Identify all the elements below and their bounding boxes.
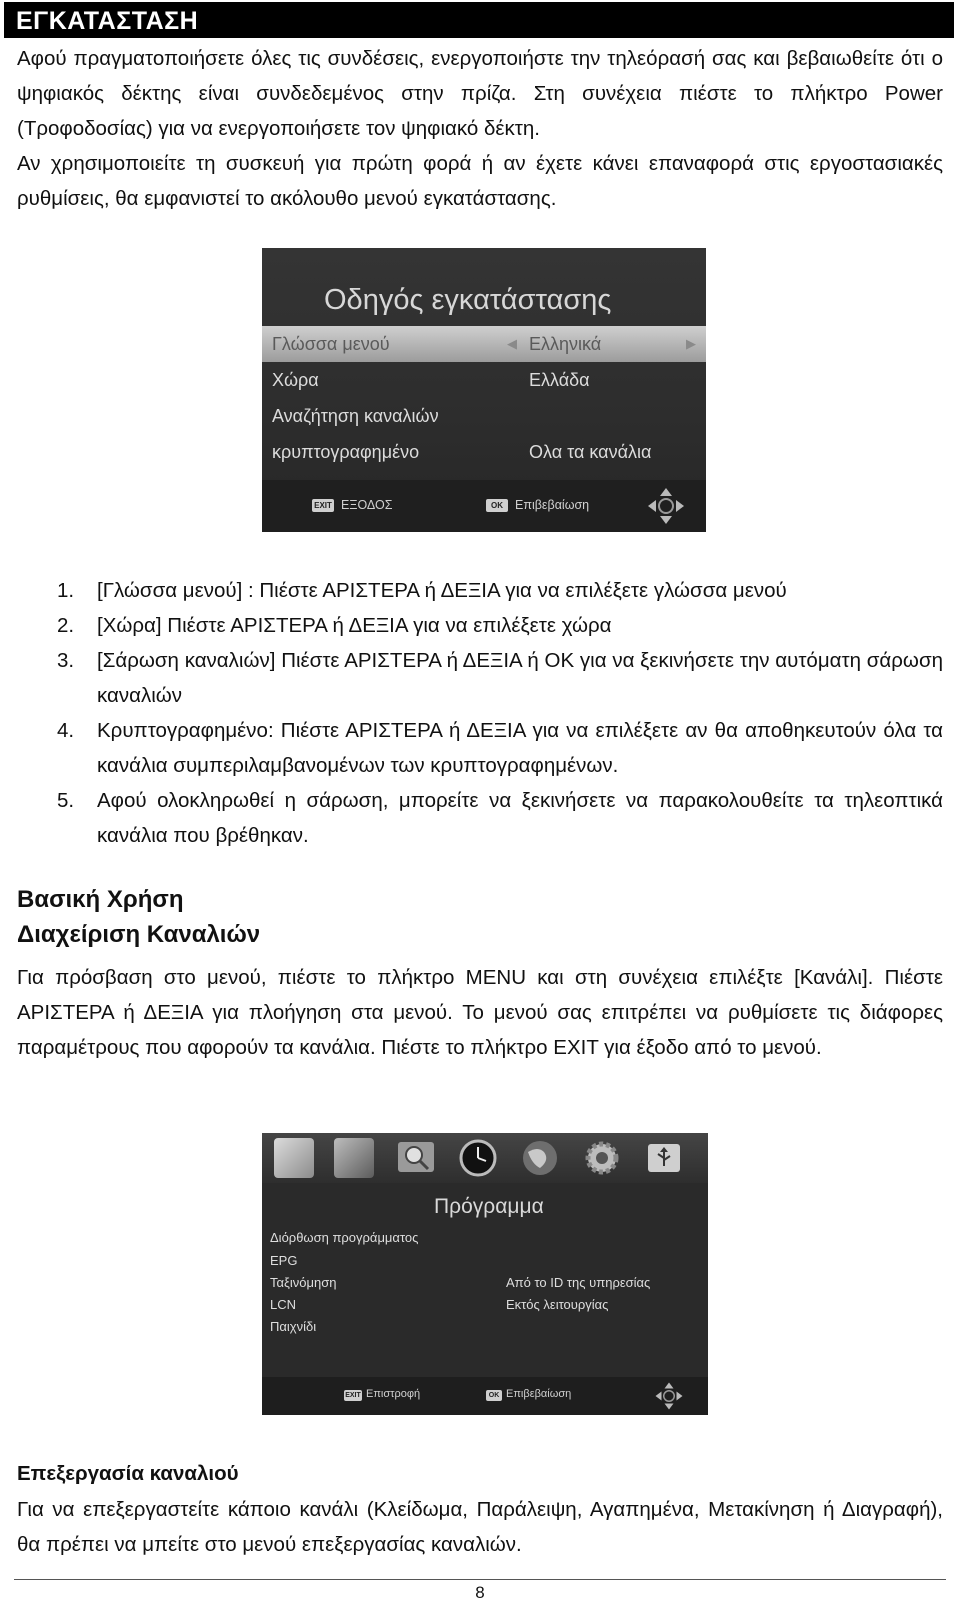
menu-item-sort: Ταξινόμηση [270,1275,337,1290]
page-number: 8 [475,1583,485,1602]
wizard-row-search [262,398,706,434]
menu-item-lcn: LCN [270,1297,297,1312]
wizard-row-value: Ολα τα κανάλια [529,442,652,462]
step-number: 4. [57,719,75,742]
channel-management-paragraph: Για πρόσβαση στο μενού, πιέστε το πλήκτρο MENU και στη συνέχεια επιλέξτε [Κανάλι]. Πιέστε ΑΡΙΣΤΕΡΑ ή ΔΕΞΙΑ για πλοήγηση στα μενού. Το μενού σας επιτρέπει να ρυθμίσετε τις διάφορες παραμέτρους που αφορούν τα κανάλια. Πιέστε το πλήκτρο EXIT για έξοδο από το μενού. [17,966,943,1059]
list-item [57,713,943,783]
picture-icon [274,1138,314,1178]
footer-divider [14,1579,946,1580]
clock-icon [458,1138,498,1178]
menu-item-game: Παιχνίδι [270,1319,317,1334]
list-item [57,783,943,853]
wizard-row-encrypted [262,434,706,470]
exit-key-icon: EXIT [312,499,334,512]
menu-icon-bar [262,1133,708,1183]
dpad-icon [654,1381,684,1411]
page-title: ΕΓΚΑΤΑΣΤΑΣΗ [4,2,954,38]
step-text: [Σάρωση καναλιών] Πιέστε ΑΡΙΣΤΕΡΑ ή ΔΕΞΙΑ ή OK για να ξεκινήσετε την αυτόματη σάρωση καναλιών [97,649,943,707]
program-menu-screenshot [262,1133,708,1415]
exit-label: ΕΞΟΔΟΣ [341,498,393,512]
confirm-label: Επιβεβαίωση [506,1388,572,1400]
step-text: Αφού ολοκληρωθεί η σάρωση, μπορείτε να ξεκινήσετε να παρακολουθείτε τα τηλεοπτικά κανάλια που βρέθηκαν. [97,789,943,847]
intro-paragraph-1: Αφού πραγματοποιήσετε όλες τις συνδέσεις, ενεργοποιήστε την τηλεόρασή σας και βεβαιωθείτε ότι ο ψηφιακός δέκτης είναι συνδεδεμένος στην πρίζα. Στη συνέχεια πιέστε το πλήκτρο Power (Τροφοδοσίας) για να ενεργοποιήσετε τον ψηφιακό δέκτη. [17,47,943,140]
wizard-row-value: Ελληνικά [529,334,602,354]
edit-channel-paragraph: Για να επεξεργαστείτε κάποιο κανάλι (Κλείδωμα, Παράλειψη, Αγαπημένα, Μετακίνηση ή Διαγραφή), θα πρέπει να μπείτε στο μενού επεξεργασίας καναλιών. [17,1498,943,1556]
edit-channel-heading: Επεξεργασία καναλιού [17,1462,239,1485]
program-menu-footer [262,1377,708,1415]
step-number: 3. [57,649,75,672]
program-menu-title: Πρόγραμμα [434,1195,544,1218]
wizard-row-label: κρυπτογραφημένο [272,442,420,462]
step-text: [Χώρα] Πιέστε ΑΡΙΣΤΕΡΑ ή ΔΕΞΙΑ για να επιλέξετε χώρα [97,614,612,637]
usb-icon [644,1138,684,1178]
globe-icon [520,1138,560,1178]
setup-wizard-screenshot [262,248,706,532]
sort-option-value: Από το ID της υπηρεσίας [506,1275,651,1290]
confirm-label: Επιβεβαίωση [515,498,590,512]
list-item [57,573,943,608]
wizard-row-label: Γλώσσα μενού [272,334,390,354]
wizard-footer [262,480,706,532]
wizard-row-country [262,362,706,398]
exit-key-icon: EXIT [345,1392,361,1399]
subsection-heading: Διαχείριση Καναλιών [17,921,261,948]
wizard-row-label: Αναζήτηση καναλιών [272,406,439,426]
menu-item-epg: EPG [270,1253,298,1268]
step-text: Κρυπτογραφημένο: Πιέστε ΑΡΙΣΤΕΡΑ ή ΔΕΞΙΑ για να επιλέξετε αν θα αποθηκευτούν όλα τα κανάλια συμπεριλαμβανομένων των κρυπτογραφημένων. [97,719,943,777]
step-text: [Γλώσσα μενού] : Πιέστε ΑΡΙΣΤΕΡΑ ή ΔΕΞΙΑ για να επιλέξετε γλώσσα μενού [97,579,787,602]
left-arrow-icon: ◀ [507,336,517,351]
wizard-title: Οδηγός εγκατάστασης [324,284,612,316]
list-item [57,608,943,643]
search-icon [396,1138,436,1178]
dpad-icon [646,486,686,526]
ok-key-icon: OK [486,1390,502,1401]
intro-paragraph-2: Αν χρησιμοποιείτε τη συσκευή για πρώτη φορά ή αν έχετε κάνει επαναφορά στις εργοστασιακές ρυθμίσεις, θα εμφανιστεί το ακόλουθο μενού εγκατάστασης. [17,152,943,210]
lcn-option-value: Εκτός λειτουργίας [506,1297,609,1312]
menu-item-edit-program: Διόρθωση προγράμματος [270,1230,419,1245]
wizard-row-language [262,326,706,362]
step-number: 1. [57,579,75,602]
photo-icon [334,1138,374,1178]
ok-key-icon: OK [486,499,508,512]
right-arrow-icon: ▶ [686,336,696,351]
list-item [57,643,943,713]
wizard-row-label: Χώρα [272,370,319,390]
back-label: Επιστροφή [366,1388,421,1400]
section-heading: Βασική Χρήση [17,886,184,913]
wizard-row-value: Ελλάδα [529,370,590,390]
gear-icon [582,1138,622,1178]
step-number: 2. [57,614,75,637]
step-number: 5. [57,789,75,812]
